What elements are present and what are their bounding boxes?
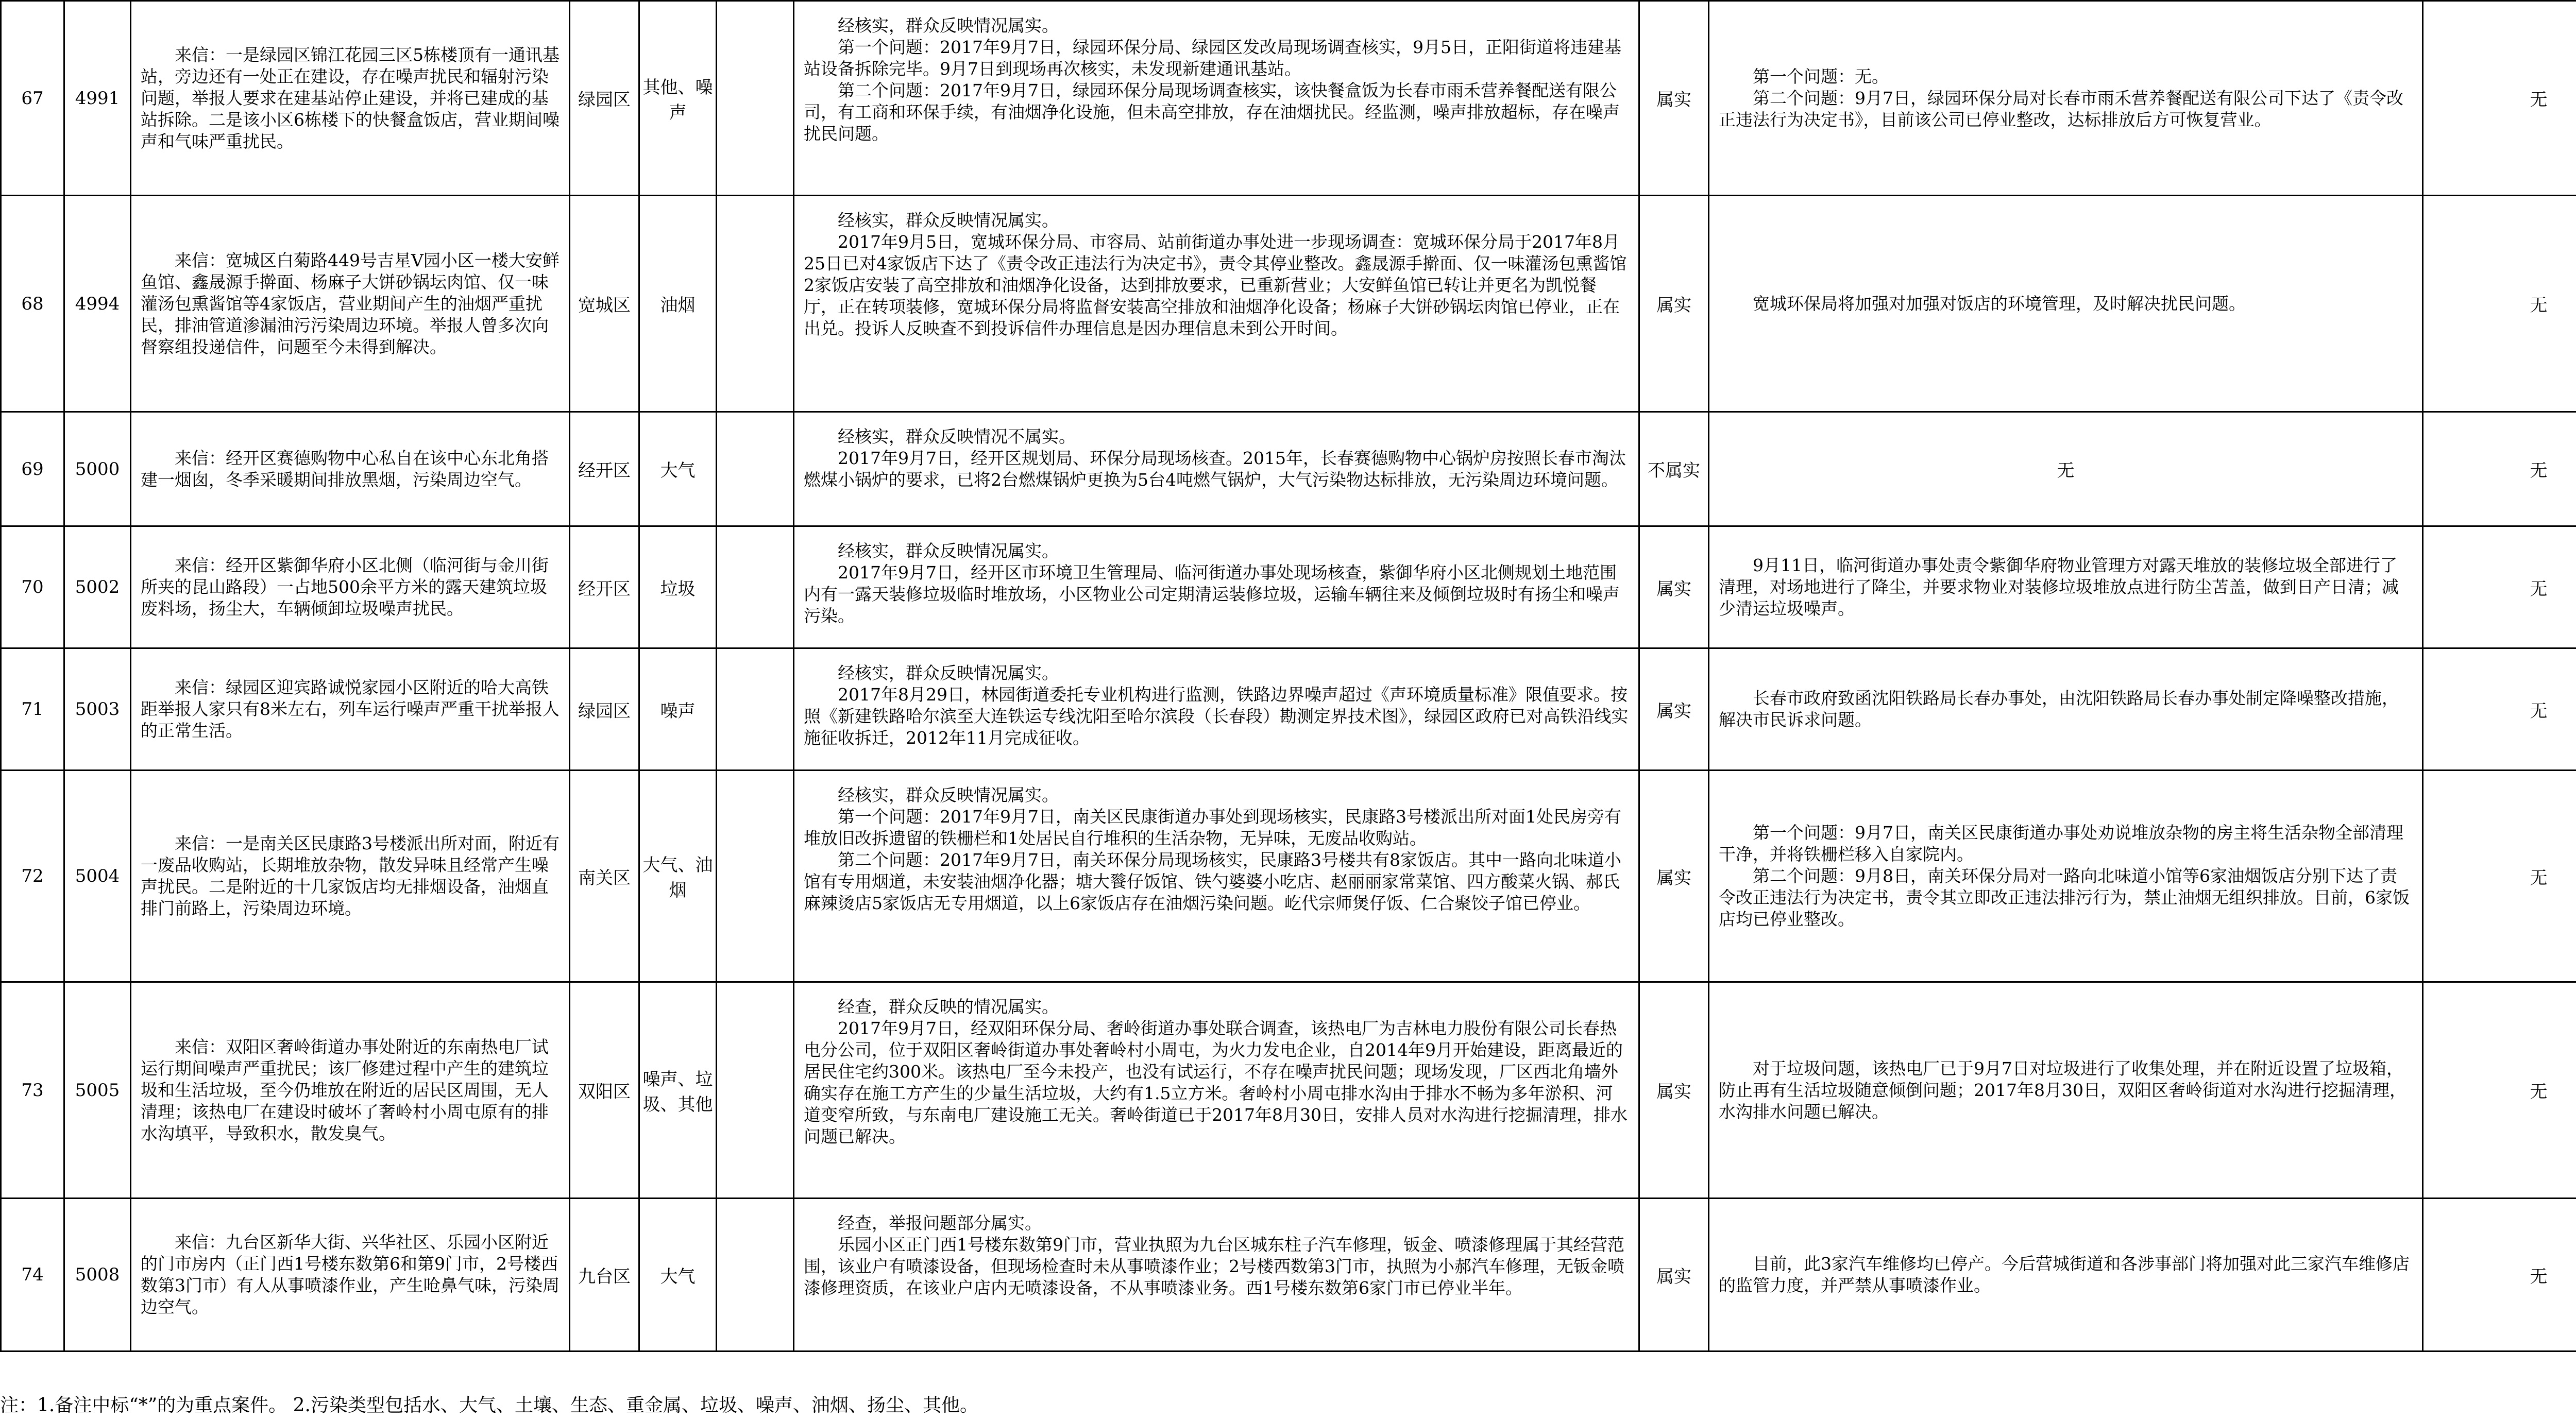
case-id: 5002 [64,526,131,648]
verify-paragraph: 第二个问题：2017年9月7日，绿园环保分局现场调查核实，该快餐盒饭为长春市雨禾营养餐配送有限公司，有工商和环保手续，有油烟净化设施，但未高空排放，存在油烟扰民。经监测，噪声排放超标，存在噪声扰民问题。 [804,80,1620,144]
verification-cell [794,1,1639,196]
complaint-text: 来信：一是绿园区锦江花园三区5栋楼顶有一通讯基站，旁边还有一处正在建设，存在噪声扰民和辐射污染问题，举报人要求在建基站停止建设，并将已建成的基站拆除。二是该小区6栋楼下的快餐盒饭店，营业期间噪声和气味严重扰民。 [141,44,560,151]
handling-cell [1709,771,2423,982]
verify-paragraph: 2017年8月29日，林园街道委托专业机构进行监测，铁路边界噪声超过《声环境质量标准》限值要求。按照《新建铁路哈尔滨至大连铁运专线沈阳至哈尔滨段（长春段）勘测定界技术图》，绿园区政府已对高铁沿线实施征收拆迁，2012年11月完成征收。 [804,685,1629,748]
case-table-body [1,1,2576,1351]
verify-paragraph: 2017年9月5日，宽城环保分局、市容局、站前街道办事处进一步现场调查：宽城环保分局于2017年8月25日已对4家饭店下达了《责令改正违法行为决定书》，责令其停业整改。鑫晟源手擀面、仅一味灌汤包熏酱馆2家饭店安装了高空排放和油烟净化设备，达到排放要求，已重新营业；大安鲜鱼馆已转让并更名为凯悦餐厅，正在转项装修，宽城环保分局将监督安装高空排放和油烟净化设备；杨麻子大饼砂锅坛肉馆已停业，正在出兑。投诉人反映查不到投诉信件办理信息是因办理信息未到公开时间。 [804,232,1627,338]
row-number: 70 [1,526,64,648]
complaint-cell [131,526,570,648]
verify-paragraph: 2017年9月7日，经双阳环保分局、奢岭街道办事处联合调查，该热电厂为吉林电力股份有限公司长春热电分公司，位于双阳区奢岭街道办事处奢岭村小周屯，为火力发电企业，自2014年9月开始建设，距离最近的居民住宅约300米。该热电厂至今未投产，也没有试运行，不存在噪声扰民问题；现场发现，厂区西北角墙外确实存在施工方产生的少量生活垃圾，大约有1.5立方米。奢岭村小周屯排水沟由于排水不畅为多年淤积、河道变窄所致，与东南电厂建设施工无关。奢岭街道已于2017年8月30日，安排人员对水沟进行挖掘清理，排水问题已解决。 [804,1018,1628,1147]
row-number: 74 [1,1199,64,1351]
handling-paragraph: 第二个问题：9月8日，南关环保分局对一路向北味道小馆等6家油烟饭店分别下达了责令改正违法行为决定书，责令其立即改正违法排污行为，禁止油烟无组织排放。目前，6家饭店均已停业整改。 [1719,866,2410,929]
empty-cell [717,412,794,526]
complaint-cell [131,771,570,982]
verify-paragraph: 第一个问题：2017年9月7日，绿园环保分局、绿园区发改局现场调查核实，9月5日，正阳街道将违建基站设备拆除完毕。9月7日到现场再次核实，未发现新建通讯基站。 [804,37,1621,79]
verify-paragraph: 经查，举报问题部分属实。 [838,1213,1042,1233]
case-id: 5000 [64,412,131,526]
complaint-text: 来信：绿园区迎宾路诚悦家园小区附近的哈大高铁距举报人家只有8米左右，列车运行噪声严重干扰举报人的正常生活。 [141,677,560,741]
handling-paragraph: 对于垃圾问题，该热电厂已于9月7日对垃圾进行了收集处理，并在附近设置了垃圾箱，防止再有生活垃圾随意倾倒问题；2017年8月30日，双阳区奢岭街道对水沟进行挖掘清理，水沟排水问题已解决。 [1719,1058,2406,1122]
row-number: 68 [1,196,64,412]
verify-paragraph: 2017年9月7日，经开区规划局、环保分局现场核查。2015年，长春赛德购物中心锅炉房按照长春市淘汰燃煤小锅炉的要求，已将2台燃煤锅炉更换为5台4吨燃气锅炉，大气污染物达标排放，无污染周边环境问题。 [804,448,1626,490]
verification-cell [794,196,1639,412]
handling-paragraph: 9月11日，临河街道办事处责令紫御华府物业管理方对露天堆放的装修垃圾全部进行了清理，对场地进行了降尘，并要求物业对装修垃圾堆放点进行防尘苫盖，做到日产日清；减少清运垃圾噪声。 [1719,555,2399,619]
table-row [1,412,2576,526]
verify-paragraph: 第二个问题：2017年9月7日，南关环保分局现场核实，民康路3号楼共有8家饭店。其中一路向北味道小馆有专用烟道，未安装油烟净化器；塘大餮仔饭馆、铁勺婆婆小吃店、赵丽丽家常菜馆、四方酸菜火锅、郝氏麻辣烫店5家饭店无专用烟道，以上6家饭店存在油烟污染问题。屹代宗师煲仔饭、仁合聚饺子馆已停业。 [804,850,1621,913]
empty-cell [717,1199,794,1351]
empty-cell [717,771,794,982]
case-id: 4994 [64,196,131,412]
complaint-text: 来信：经开区紫御华府小区北侧（临河街与金川街所夹的昆山路段）一占地500余平方米的露天建筑垃圾废料场，扬尘大，车辆倾卸垃圾噪声扰民。 [141,555,549,619]
handling-paragraph: 第一个问题：9月7日，南关区民康街道办事处劝说堆放杂物的房主将生活杂物全部清理干净，并将铁栅栏移入自家院内。 [1719,823,2403,864]
district: 九台区 [570,1199,639,1351]
pollution-type: 垃圾 [639,526,717,648]
handling-cell: 无 [1709,412,2423,526]
accountability: 无 [2423,1199,2576,1351]
case-id: 5005 [64,982,131,1199]
verify-paragraph: 第一个问题：2017年9月7日，南关区民康街道办事处到现场核实，民康路3号楼派出所对面1处民房旁有堆放旧改拆遗留的铁栅栏和1处居民自行堆积的生活杂物，无异味，无废品收购站。 [804,807,1621,848]
verify-paragraph: 经核实，群众反映情况属实。 [838,541,1059,561]
row-number: 73 [1,982,64,1199]
accountability: 无 [2423,648,2576,771]
complaint-text: 来信：双阳区奢岭街道办事处附近的东南热电厂试运行期间噪声严重扰民；该厂修建过程中产生的建筑垃圾和生活垃圾，至今仍堆放在附近的居民区周围，无人清理；该热电厂在建设时破坏了奢岭村小周屯原有的排水沟填平，导致积水，散发臭气。 [141,1036,549,1143]
verification-result: 属实 [1639,1199,1709,1351]
pollution-type: 其他、噪声 [639,1,717,196]
case-id: 5003 [64,648,131,771]
complaint-text: 来信：九台区新华大街、兴华社区、乐园小区附近的门市房内（正门西1号楼东数第6和第9门市，2号楼西数第3门市）有人从事喷漆作业，产生呛鼻气味，污染周边空气。 [141,1232,560,1317]
verification-result: 属实 [1639,1,1709,196]
handling-paragraph: 第一个问题：无。 [1753,66,1889,87]
verification-cell [794,648,1639,771]
table-row [1,982,2576,1199]
district: 双阳区 [570,982,639,1199]
empty-cell [717,648,794,771]
table-row [1,526,2576,648]
handling-cell [1709,526,2423,648]
district: 经开区 [570,526,639,648]
district: 经开区 [570,412,639,526]
handling-paragraph: 第二个问题：9月7日，绿园环保分局对长春市雨禾营养餐配送有限公司下达了《责令改正违法行为决定书》，目前该公司已停业整改，达标排放后方可恢复营业。 [1719,88,2403,130]
case-id: 4991 [64,1,131,196]
complaint-cell [131,412,570,526]
verify-paragraph: 经核实，群众反映情况属实。 [838,210,1059,230]
verify-paragraph: 经核实，群众反映情况不属实。 [838,426,1076,447]
district: 绿园区 [570,648,639,771]
verification-cell [794,412,1639,526]
complaint-text: 来信：宽城区白菊路449号吉星V园小区一楼大安鲜鱼馆、鑫晟源手擀面、杨麻子大饼砂锅坛肉馆、仅一味灌汤包熏酱馆等4家饭店，营业期间产生的油烟严重扰民，排油管道渗漏油污污染周边环境。举报人曾多次向督察组投递信件，问题至今未得到解决。 [141,250,560,357]
empty-cell [717,982,794,1199]
accountability: 无 [2423,526,2576,648]
verification-result: 属实 [1639,526,1709,648]
complaint-cell [131,648,570,771]
pollution-type: 噪声、垃圾、其他 [639,982,717,1199]
empty-cell [717,1,794,196]
pollution-type: 大气 [639,412,717,526]
verification-cell [794,982,1639,1199]
verification-cell [794,1199,1639,1351]
handling-cell [1709,648,2423,771]
row-number: 72 [1,771,64,982]
footnote: 注：1.备注中标“*”的为重点案件。 2.污染类型包括水、大气、土壤、生态、重金属、垃圾、噪声、油烟、扬尘、其他。 [0,1395,978,1416]
verification-cell [794,771,1639,982]
complaint-cell [131,196,570,412]
handling-cell [1709,1,2423,196]
row-number: 67 [1,1,64,196]
table-row [1,1,2576,196]
pollution-type: 大气 [639,1199,717,1351]
handling-paragraph: 宽城环保局将加强对加强对饭店的环境管理，及时解决扰民问题。 [1753,293,2246,314]
verify-paragraph: 经核实，群众反映情况属实。 [838,785,1059,805]
accountability: 无 [2423,412,2576,526]
verification-cell [794,526,1639,648]
verification-result: 属实 [1639,771,1709,982]
pollution-type: 噪声 [639,648,717,771]
verification-result: 属实 [1639,648,1709,771]
verification-result: 属实 [1639,196,1709,412]
complaint-text: 来信：经开区赛德购物中心私自在该中心东北角搭建一烟囱，冬季采暖期间排放黑烟，污染周边空气。 [141,448,549,490]
accountability: 无 [2423,771,2576,982]
case-id: 5008 [64,1199,131,1351]
pollution-type: 大气、油烟 [639,771,717,982]
complaint-text: 来信：一是南关区民康路3号楼派出所对面，附近有一废品收购站，长期堆放杂物，散发异味且经常产生噪声扰民。二是附近的十几家饭店均无排烟设备，油烟直排门前路上，污染周边环境。 [141,833,560,918]
row-number: 71 [1,648,64,771]
verification-result: 属实 [1639,982,1709,1199]
verify-paragraph: 经查，群众反映的情况属实。 [838,997,1059,1017]
handling-paragraph: 目前，此3家汽车维修均已停产。今后营城街道和各涉事部门将加强对此三家汽车维修店的监管力度，并严禁从事喷漆作业。 [1719,1254,2410,1295]
verify-paragraph: 经核实，群众反映情况属实。 [838,15,1059,36]
table-row [1,1199,2576,1351]
table-row [1,196,2576,412]
accountability: 无 [2423,982,2576,1199]
row-number: 69 [1,412,64,526]
district: 宽城区 [570,196,639,412]
complaint-cell [131,1,570,196]
accountability: 无 [2423,196,2576,412]
verify-paragraph: 2017年9月7日，经开区市环境卫生管理局、临河街道办事处现场核查，紫御华府小区北侧规划土地范围内有一露天装修垃圾临时堆放场，小区物业公司定期清运装修垃圾，运输车辆往来及倾倒垃圾时有扬尘和噪声污染。 [804,562,1620,626]
handling-paragraph: 长春市政府致函沈阳铁路局长春办事处，由沈阳铁路局长春办事处制定降噪整改措施，解决市民诉求问题。 [1719,688,2399,730]
handling-cell [1709,196,2423,412]
handling-cell [1709,1199,2423,1351]
handling-cell [1709,982,2423,1199]
accountability: 无 [2423,1,2576,196]
table-row [1,771,2576,982]
district: 绿园区 [570,1,639,196]
district: 南关区 [570,771,639,982]
empty-cell [717,196,794,412]
pollution-type: 油烟 [639,196,717,412]
complaint-cell [131,982,570,1199]
verify-paragraph: 经核实，群众反映情况属实。 [838,663,1059,683]
verify-paragraph: 乐园小区正门西1号楼东数第9门市，营业执照为九台区城东柱子汽车修理，钣金、喷漆修理属于其经营范围，该业户有喷漆设备，但现场检查时未从事喷漆作业；2号楼西数第3门市，执照为小郝汽车修理，无钣金喷漆修理资质，在该业户店内无喷漆设备，不从事喷漆业务。西1号楼东数第6家门市已停业半年。 [804,1235,1624,1298]
table-row [1,648,2576,771]
case-id: 5004 [64,771,131,982]
verification-result: 不属实 [1639,412,1709,526]
empty-cell [717,526,794,648]
complaint-cell [131,1199,570,1351]
